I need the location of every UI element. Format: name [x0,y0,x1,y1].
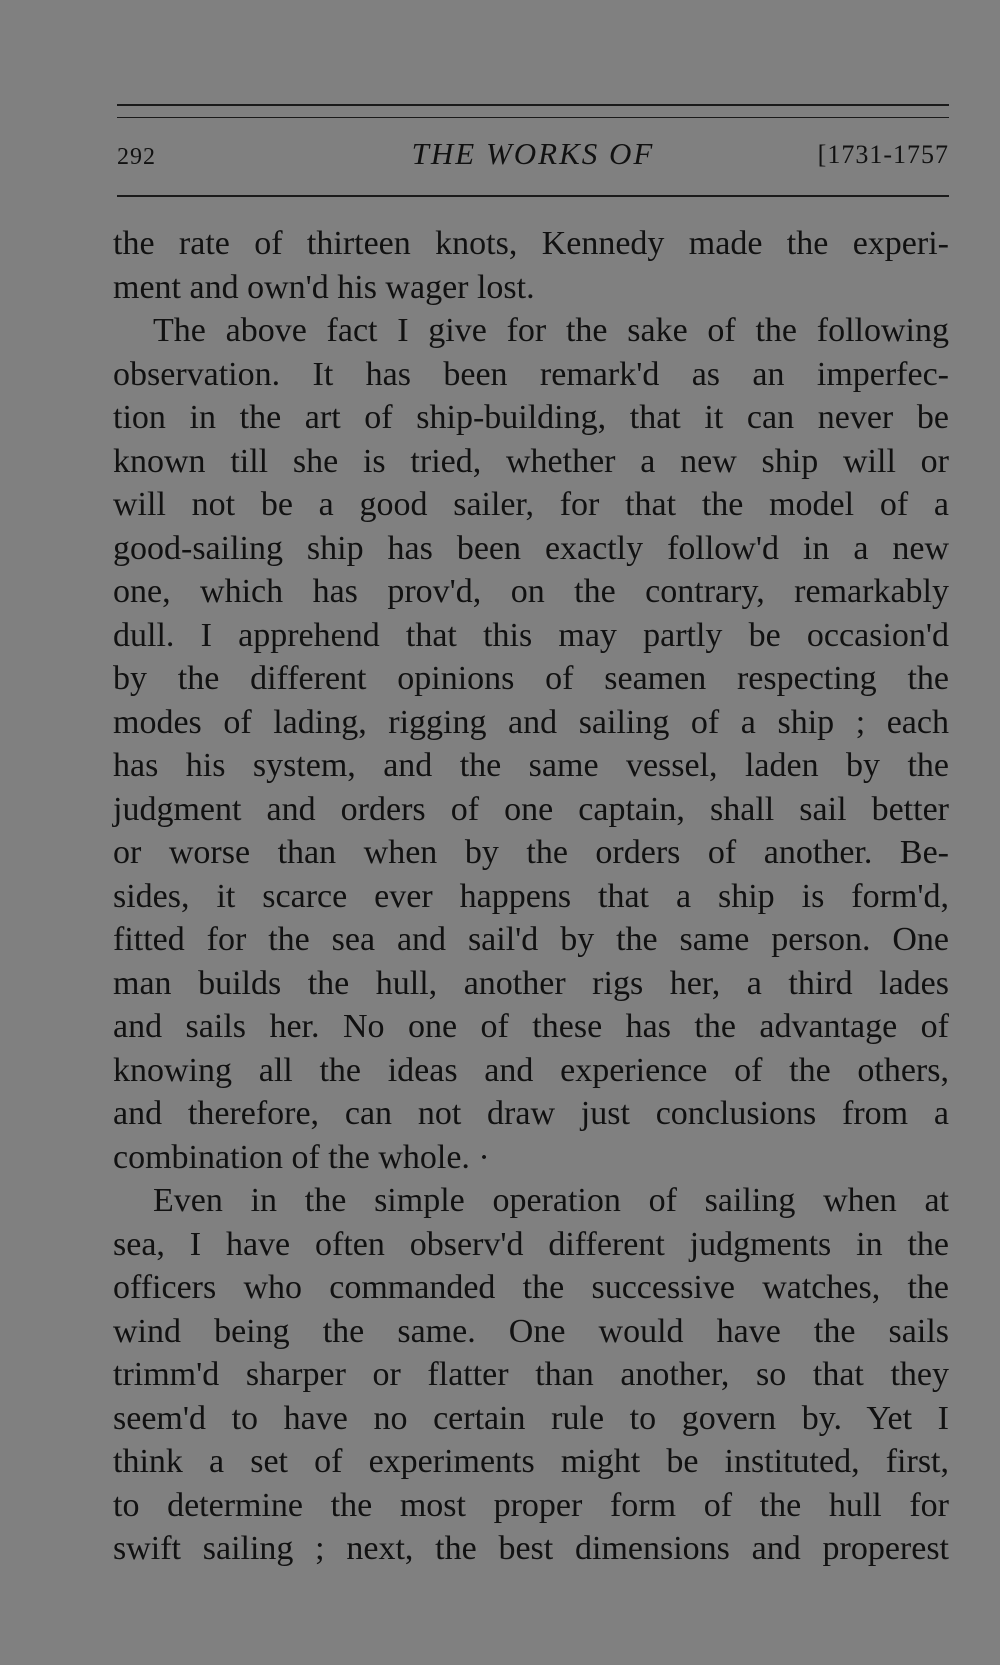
running-title: THE WORKS OF [411,136,655,171]
text-line: wind being the same. One would have the sails [113,1312,949,1350]
header-rule-bottom [117,195,949,197]
text-line: tion in the art of ship-building, that it can never be [113,399,949,436]
text-line: Even in the simple operation of sailing when at [153,1182,949,1219]
body-text [113,222,949,1571]
text-line: will not be a good sailer, for that the model of a [113,486,949,523]
header-rule-top-thin [117,117,949,118]
text-line: judgment and orders of one captain, shall sail better [113,790,949,828]
text-line: to determine the most proper form of the hull for [113,1486,949,1524]
text-line: and therefore, can not draw just conclusions from a [113,1095,949,1132]
text-line: knowing all the ideas and experience of the others, [113,1051,949,1089]
text-line: sea, I have often observ'd different judgments in the [113,1225,949,1263]
text-line: and sails her. No one of these has the advantage of [113,1008,949,1045]
text-line: man builds the hull, another rigs her, a third lades [113,964,949,1002]
text-line: good-sailing ship has been exactly follow'd in a new [113,529,949,567]
running-header [117,136,949,176]
text-line: sides, it scarce ever happens that a ship is form'd, [113,877,949,915]
text-line: The above fact I give for the sake of the following [153,312,949,349]
text-line: seem'd to have no certain rule to govern by. Yet I [113,1399,949,1437]
text-line: known till she is tried, whether a new ship will or [113,442,949,480]
text-line: trimm'd sharper or flatter than another, so that they [113,1356,949,1393]
text-line: has his system, and the same vessel, laden by the [113,747,949,784]
text-line: one, which has prov'd, on the contrary, remarkably [113,573,949,610]
text-line: observation. It has been remark'd as an imperfec- [113,355,949,393]
text-line: or worse than when by the orders of another. Be- [113,834,949,871]
text-line: the rate of thirteen knots, Kennedy made the experi- [113,225,949,262]
text-line: ment and own'd his wager lost. [113,268,535,306]
text-line: modes of lading, rigging and sailing of a ship ; each [113,703,949,741]
text-line: swift sailing ; next, the best dimensions and properest [113,1530,949,1567]
text-line: think a set of experiments might be instituted, first, [113,1443,949,1480]
text-line: combination of the whole. · [113,1138,490,1176]
text-line: fitted for the sea and sail'd by the same person. One [113,921,949,958]
date-range: [1731-1757 [817,140,949,169]
text-line: by the different opinions of seamen respecting the [113,660,949,697]
header-rule-top [117,104,949,106]
page-number: 292 [117,144,156,170]
text-line: dull. I apprehend that this may partly be occasion'd [113,616,949,654]
text-line: officers who commanded the successive watches, the [113,1269,949,1306]
